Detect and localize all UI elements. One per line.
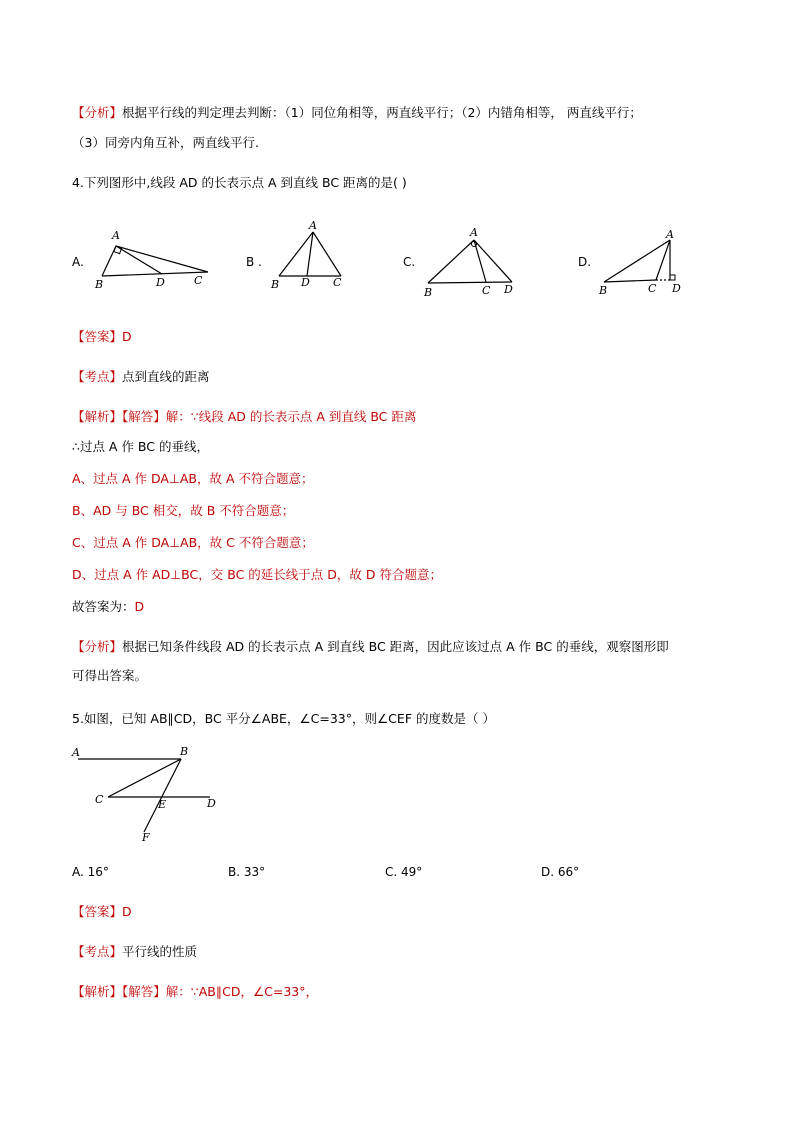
- conclusion-prefix: 故答案为：: [72, 599, 135, 614]
- q4-answer: [72, 328, 132, 346]
- q5-line-bc: [108, 759, 181, 797]
- prev-analysis-line1: [72, 104, 642, 122]
- fig-a-point-a: A: [112, 229, 120, 242]
- fig-a-point-c: C: [194, 274, 203, 287]
- q4-conclusion: [72, 598, 144, 616]
- q5-solution-tag: 【解析】【解答】: [72, 984, 166, 999]
- q4-figure-b: [265, 218, 355, 292]
- q4-solution-head: [72, 408, 416, 426]
- q4-analysis-line2: 可得出答案。: [72, 668, 148, 683]
- analysis-tag: 【分析】: [72, 105, 123, 120]
- q4-option-b-label: B .: [246, 255, 262, 269]
- q5-point-f: F: [142, 831, 150, 844]
- fig-b-point-b: B: [271, 278, 280, 291]
- topic-tag: 【考点】: [72, 369, 123, 384]
- fig-d-point-d: D: [672, 282, 681, 295]
- q5-solution-head: [72, 983, 318, 1001]
- fig-c-point-a: A: [470, 226, 478, 239]
- fig-c-side-ab: [428, 240, 474, 283]
- fig-d-point-a: A: [666, 228, 674, 241]
- q5-topic-text: 平行线的性质: [122, 944, 198, 959]
- fig-d-side-ab: [604, 240, 670, 282]
- q4-option-d-label: D.: [578, 255, 592, 269]
- fig-b-point-c: C: [333, 276, 342, 289]
- fig-d-side-ac: [656, 240, 670, 280]
- q5-solution-head-text: 解：∵AB∥CD，∠C=33°，: [165, 984, 319, 999]
- topic-text: 点到直线的距离: [122, 369, 210, 384]
- q5-point-e: E: [158, 798, 167, 811]
- fig-a-segment-ad: [116, 246, 162, 274]
- q5-point-b: B: [180, 745, 189, 758]
- q4-solution-line-4: C、过点 A 作 DA⊥AB，故 C 不符合题意；: [72, 535, 314, 550]
- conclusion-value: D: [134, 599, 145, 614]
- fig-a-point-b: B: [95, 278, 104, 291]
- q5-topic-tag: 【考点】: [72, 944, 123, 959]
- q4-analysis-tag: 【分析】: [72, 639, 123, 654]
- q4-solution-line-2: A、过点 A 作 DA⊥AB，故 A 不符合题意；: [72, 471, 314, 486]
- q5-figure: [68, 740, 228, 846]
- q5-option-b: B. 33°: [228, 865, 266, 879]
- q4-topic: [72, 368, 210, 386]
- q4-analysis-line1: [72, 638, 669, 656]
- fig-a-point-d: D: [156, 276, 165, 289]
- fig-b-point-a: A: [309, 219, 317, 232]
- solution-tag: 【解析】【解答】: [72, 409, 166, 424]
- solution-head-text: 解：∵线段 AD 的长表示点 A 到直线 BC 距离: [165, 409, 417, 424]
- q5-point-c: C: [95, 793, 104, 806]
- fig-a-side-ac: [116, 246, 208, 272]
- q5-answer-tag: 【答案】: [72, 904, 123, 919]
- fig-d-point-b: B: [599, 284, 608, 297]
- q4-solution-line-3: B、AD 与 BC 相交，故 B 不符合题意；: [72, 503, 295, 518]
- q4-question: 4.下列图形中,线段 AD 的长表示点 A 到直线 BC 距离的是( ): [72, 175, 407, 190]
- fig-c-point-b: B: [424, 286, 433, 299]
- prev-analysis-line2: （3）同旁内角互补，两直线平行.: [72, 135, 259, 150]
- q5-answer: [72, 903, 132, 921]
- q4-option-c-label: C.: [403, 255, 416, 269]
- q4-figure-c: [420, 226, 525, 300]
- q5-answer-value: D: [122, 904, 132, 919]
- q5-topic: [72, 943, 197, 961]
- q5-line-bf: [144, 759, 181, 832]
- fig-c-point-c: C: [482, 284, 491, 297]
- q4-solution-line-1: ∴过点 A 作 BC 的垂线，: [72, 439, 209, 454]
- fig-b-side-ac: [313, 232, 341, 276]
- analysis-text: 根据平行线的判定理去判断：（1）同位角相等，两直线平行；（2）内错角相等， 两直线平行；: [122, 105, 642, 120]
- fig-a-right-angle: [114, 246, 122, 254]
- q4-option-a-label: A.: [72, 255, 84, 269]
- q5-point-a: A: [72, 746, 80, 759]
- fig-c-side-bd: [428, 282, 512, 283]
- fig-d-right-angle: [670, 275, 675, 280]
- q4-analysis-text: 根据已知条件线段 AD 的长表示点 A 到直线 BC 距离，因此应该过点 A 作 BC 的垂线，观察图形即: [122, 639, 669, 654]
- fig-a-side-bc: [102, 272, 208, 276]
- fig-c-point-d: D: [504, 283, 513, 296]
- q5-option-a: A. 16°: [72, 865, 109, 879]
- q5-option-c: C. 49°: [385, 865, 423, 879]
- q5-question: 5.如图，已知 AB∥CD，BC 平分∠ABE，∠C=33°，则∠CEF 的度数是（ ）: [72, 711, 495, 726]
- q5-option-d: D. 66°: [541, 865, 580, 879]
- q4-figure-d: [596, 226, 692, 298]
- q4-solution-line-5: D、过点 A 作 AD⊥BC，交 BC 的延长线于点 D，故 D 符合题意；: [72, 567, 442, 582]
- answer-value: D: [122, 329, 132, 344]
- q5-point-d: D: [207, 797, 216, 810]
- fig-d-point-c: C: [648, 282, 657, 295]
- answer-tag: 【答案】: [72, 329, 123, 344]
- q4-figure-a: [90, 222, 215, 292]
- fig-b-point-d: D: [301, 276, 310, 289]
